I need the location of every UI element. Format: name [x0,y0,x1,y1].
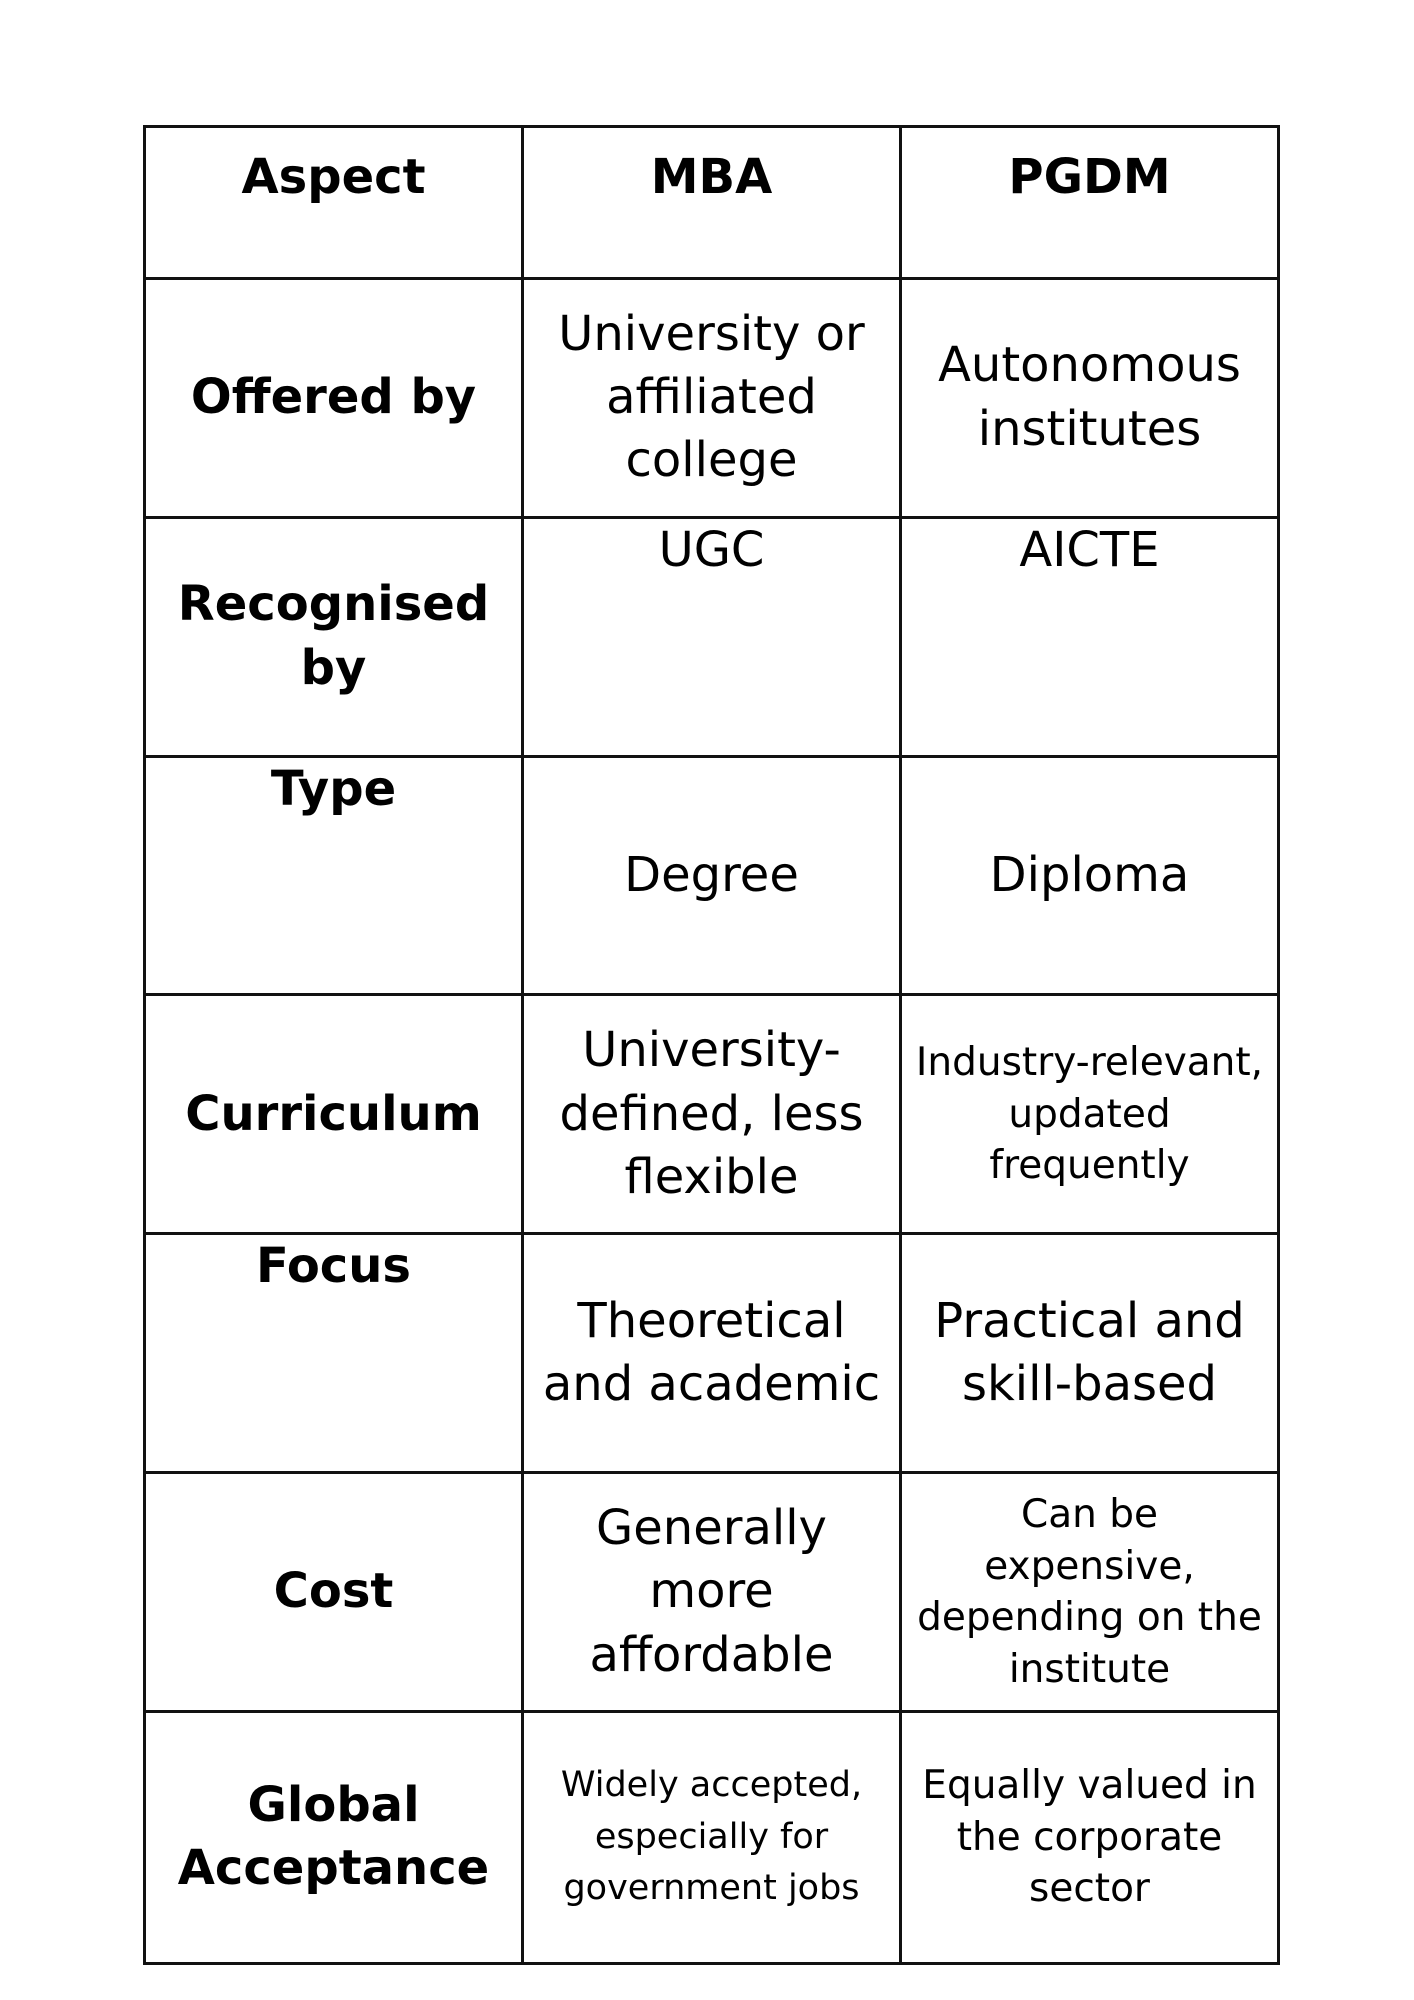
pgdm-cell: Equally valued in the corporate sector [901,1711,1279,1963]
mba-cell: Generally more affordable [523,1473,901,1712]
mba-cell: Widely accepted, especially for government jobs [523,1711,901,1963]
table-row [145,278,1279,517]
aspect-cell: Type [145,756,523,995]
header-pgdm: PGDM [901,127,1279,279]
table-row [145,995,1279,1234]
table-row [145,1711,1279,1963]
mba-cell: University-defined, less flexible [523,995,901,1234]
comparison-table [143,125,1280,1965]
pgdm-cell: Diploma [901,756,1279,995]
header-aspect: Aspect [145,127,523,279]
mba-cell: University or affiliated college [523,278,901,517]
pgdm-cell: Can be expensive, depending on the institute [901,1473,1279,1712]
aspect-cell: Recognised by [145,517,523,756]
pgdm-cell: Autonomous institutes [901,278,1279,517]
table-row [145,756,1279,995]
aspect-cell: Cost [145,1473,523,1712]
aspect-cell: Focus [145,1234,523,1473]
pgdm-cell: Industry-relevant, updated frequently [901,995,1279,1234]
mba-cell: Degree [523,756,901,995]
table-row [145,517,1279,756]
pgdm-cell: Practical and skill-based [901,1234,1279,1473]
aspect-cell: Offered by [145,278,523,517]
mba-cell: Theoretical and academic [523,1234,901,1473]
header-row [145,127,1279,279]
header-mba: MBA [523,127,901,279]
pgdm-cell: AICTE [901,517,1279,756]
table-row [145,1234,1279,1473]
table-row [145,1473,1279,1712]
aspect-cell: Global Acceptance [145,1711,523,1963]
mba-cell: UGC [523,517,901,756]
aspect-cell: Curriculum [145,995,523,1234]
